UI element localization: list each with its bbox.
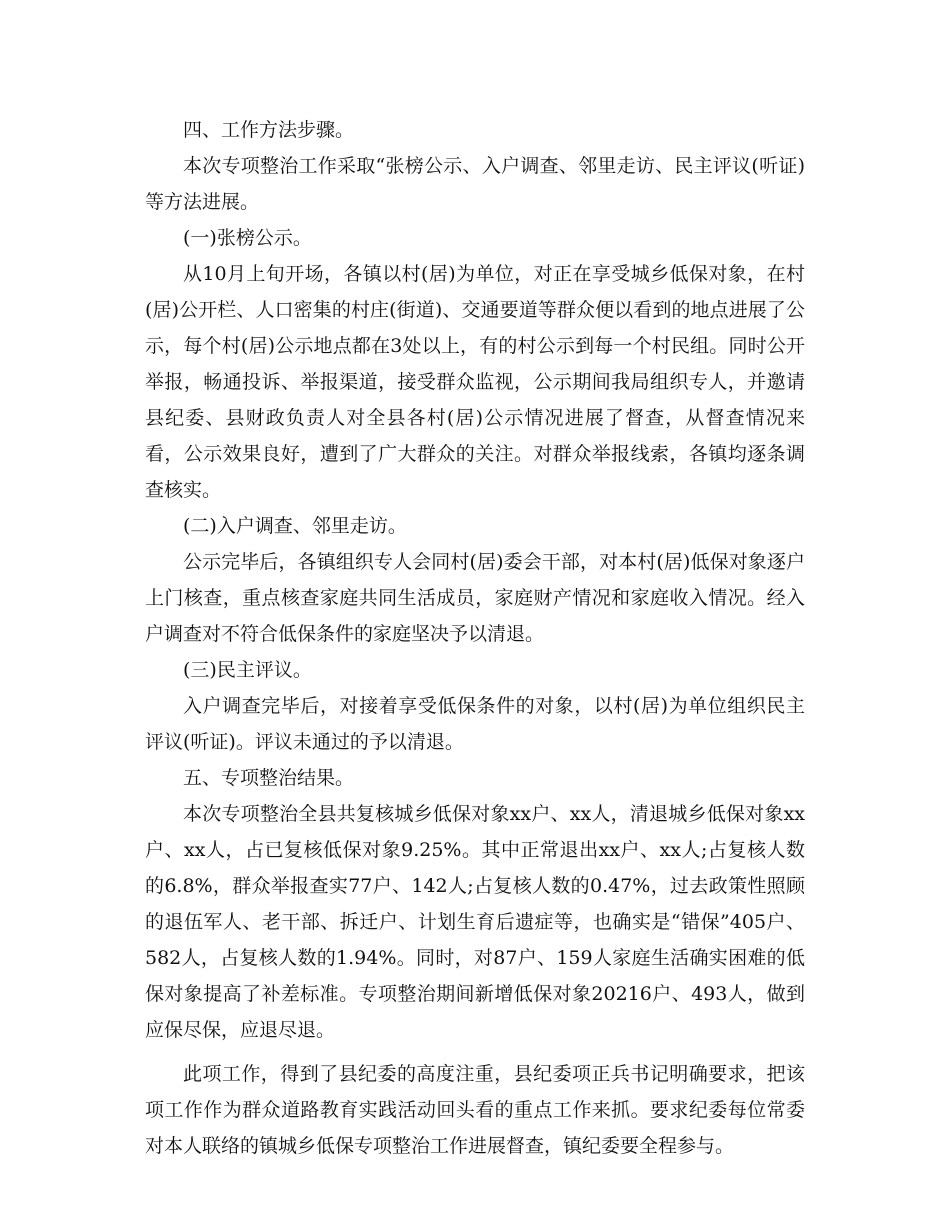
subheading-democratic-review: (三)民主评议。 [183,659,312,681]
subheading-household-survey: (二)入户调查、邻里走访。 [183,515,407,537]
paragraph-democratic-review: 入户调查完毕后，对接着享受低保条件的对象，以村(居)为单位组织民主评议(听证)。评议未通过的予以清退。 [145,695,805,753]
paragraph-methods-intro: 本次专项整治工作采取“张榜公示、入户调查、邻里走访、民主评议(听证)等方法进展。 [145,155,805,213]
document-body [145,112,805,1164]
subheading-public-notice: (一)张榜公示。 [183,227,312,249]
paragraph-public-notice: 从10月上旬开场，各镇以村(居)为单位，对正在享受城乡低保对象，在村(居)公开栏、人口密集的村庄(街道)、交通要道等群众便以看到的地点进展了公示，每个村(居)公示地点都在3处以上，有的村公示到每一个村民组。同时公开举报，畅通投诉、举报渠道，接受群众监视，公示期间我局组织专人，并邀请县纪委、县财政负责人对全县各村(居)公示情况进展了督查，从督查情况来看，公示效果良好，遭到了广大群众的关注。对群众举报线索，各镇均逐条调查核实。 [145,263,805,501]
section-heading-results: 五、专项整治结果。 [183,767,355,789]
section-heading-methods: 四、工作方法步骤。 [183,119,355,141]
paragraph-results: 本次专项整治全县共复核城乡低保对象xx户、xx人，清退城乡低保对象xx户、xx人，占已复核低保对象9.25%。其中正常退出xx户、xx人;占复核人数的6.8%，群众举报查实77户、142人;占复核人数的0.47%，过去政策性照顾的退伍军人、老干部、拆迁户、计划生育后遗症等，也确实是“错保”405户、582人，占复核人数的1.94%。同时，对87户、159人家庭生活确实困难的低保对象提高了补差标准。专项整治期间新增低保对象20216户、493人，做到应保尽保，应退尽退。 [145,803,805,1041]
paragraph-household-survey: 公示完毕后，各镇组织专人会同村(居)委会干部，对本村(居)低保对象逐户上门核查，重点核查家庭共同生活成员，家庭财产情况和家庭收入情况。经入户调查对不符合低保条件的家庭坚决予以清退。 [145,551,805,645]
paragraph-supervision: 此项工作，得到了县纪委的高度注重，县纪委项正兵书记明确要求，把该项工作作为群众道路教育实践活动回头看的重点工作来抓。要求纪委每位常委对本人联络的镇城乡低保专项整治工作进展督查，镇纪委要全程参与。 [145,1063,805,1157]
